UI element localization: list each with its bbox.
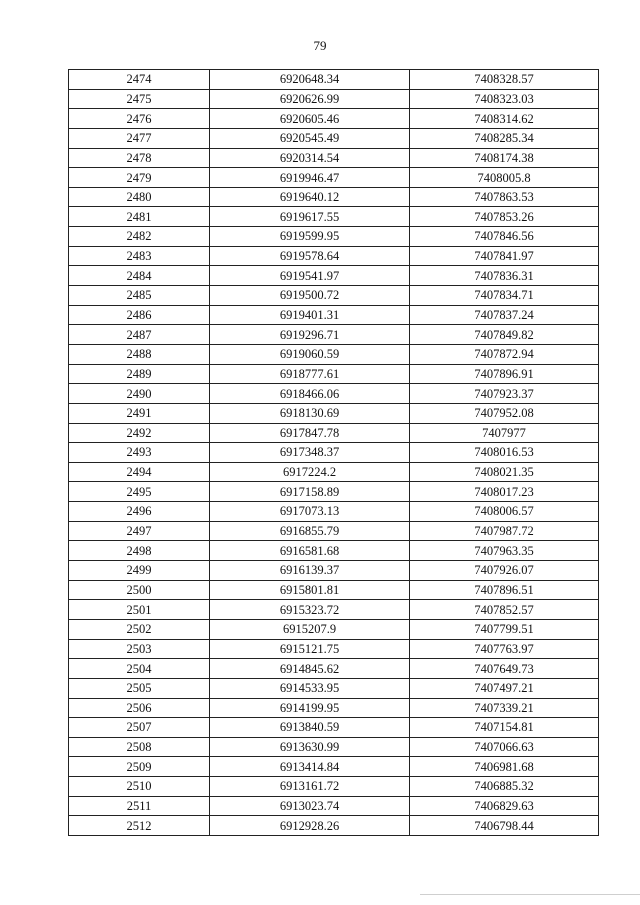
point-number-cell: 2505: [69, 678, 210, 698]
table-row: [69, 816, 599, 836]
y-coordinate-cell: 7408323.03: [410, 89, 599, 109]
y-coordinate-cell: 7408328.57: [410, 70, 599, 90]
y-coordinate-cell: 7408285.34: [410, 128, 599, 148]
table-row: [69, 639, 599, 659]
table-row: [69, 541, 599, 561]
x-coordinate-cell: 6919617.55: [210, 207, 410, 227]
point-number-cell: 2500: [69, 580, 210, 600]
y-coordinate-cell: 7408016.53: [410, 443, 599, 463]
x-coordinate-cell: 6914845.62: [210, 659, 410, 679]
x-coordinate-cell: 6919500.72: [210, 286, 410, 306]
coordinates-table: [68, 69, 599, 836]
y-coordinate-cell: 7407834.71: [410, 286, 599, 306]
x-coordinate-cell: 6920545.49: [210, 128, 410, 148]
point-number-cell: 2477: [69, 128, 210, 148]
x-coordinate-cell: 6919640.12: [210, 187, 410, 207]
x-coordinate-cell: 6916139.37: [210, 561, 410, 581]
point-number-cell: 2475: [69, 89, 210, 109]
table-row: [69, 580, 599, 600]
table-row: [69, 187, 599, 207]
point-number-cell: 2494: [69, 462, 210, 482]
y-coordinate-cell: 7407896.91: [410, 364, 599, 384]
table-row: [69, 344, 599, 364]
point-number-cell: 2509: [69, 757, 210, 777]
x-coordinate-cell: 6920314.54: [210, 148, 410, 168]
table-row: [69, 561, 599, 581]
table-row: [69, 718, 599, 738]
table-row: [69, 600, 599, 620]
x-coordinate-cell: 6915801.81: [210, 580, 410, 600]
x-coordinate-cell: 6917224.2: [210, 462, 410, 482]
table-row: [69, 521, 599, 541]
point-number-cell: 2487: [69, 325, 210, 345]
point-number-cell: 2485: [69, 286, 210, 306]
point-number-cell: 2497: [69, 521, 210, 541]
y-coordinate-cell: 7407896.51: [410, 580, 599, 600]
point-number-cell: 2488: [69, 344, 210, 364]
x-coordinate-cell: 6917847.78: [210, 423, 410, 443]
x-coordinate-cell: 6919578.64: [210, 246, 410, 266]
x-coordinate-cell: 6919401.31: [210, 305, 410, 325]
y-coordinate-cell: 7407497.21: [410, 678, 599, 698]
x-coordinate-cell: 6919599.95: [210, 227, 410, 247]
x-coordinate-cell: 6913414.84: [210, 757, 410, 777]
table-row: [69, 325, 599, 345]
x-coordinate-cell: 6919946.47: [210, 168, 410, 188]
y-coordinate-cell: 7407853.26: [410, 207, 599, 227]
y-coordinate-cell: 7408021.35: [410, 462, 599, 482]
y-coordinate-cell: 7407923.37: [410, 384, 599, 404]
y-coordinate-cell: 7407836.31: [410, 266, 599, 286]
y-coordinate-cell: 7408017.23: [410, 482, 599, 502]
y-coordinate-cell: 7408006.57: [410, 502, 599, 522]
x-coordinate-cell: 6918466.06: [210, 384, 410, 404]
point-number-cell: 2479: [69, 168, 210, 188]
table-row: [69, 423, 599, 443]
x-coordinate-cell: 6918130.69: [210, 403, 410, 423]
table-row: [69, 462, 599, 482]
y-coordinate-cell: 7407926.07: [410, 561, 599, 581]
table-row: [69, 659, 599, 679]
point-number-cell: 2502: [69, 619, 210, 639]
y-coordinate-cell: 7407846.56: [410, 227, 599, 247]
y-coordinate-cell: 7407977: [410, 423, 599, 443]
y-coordinate-cell: 7406829.63: [410, 796, 599, 816]
y-coordinate-cell: 7407849.82: [410, 325, 599, 345]
point-number-cell: 2507: [69, 718, 210, 738]
y-coordinate-cell: 7407841.97: [410, 246, 599, 266]
y-coordinate-cell: 7408314.62: [410, 109, 599, 129]
table-row: [69, 89, 599, 109]
x-coordinate-cell: 6920648.34: [210, 70, 410, 90]
coordinates-table-body: [69, 70, 599, 836]
y-coordinate-cell: 7407649.73: [410, 659, 599, 679]
point-number-cell: 2491: [69, 403, 210, 423]
point-number-cell: 2480: [69, 187, 210, 207]
table-row: [69, 698, 599, 718]
x-coordinate-cell: 6915207.9: [210, 619, 410, 639]
table-row: [69, 443, 599, 463]
x-coordinate-cell: 6912928.26: [210, 816, 410, 836]
y-coordinate-cell: 7407963.35: [410, 541, 599, 561]
point-number-cell: 2482: [69, 227, 210, 247]
point-number-cell: 2512: [69, 816, 210, 836]
point-number-cell: 2501: [69, 600, 210, 620]
x-coordinate-cell: 6919541.97: [210, 266, 410, 286]
table-row: [69, 482, 599, 502]
x-coordinate-cell: 6913630.99: [210, 737, 410, 757]
table-row: [69, 777, 599, 797]
point-number-cell: 2498: [69, 541, 210, 561]
x-coordinate-cell: 6913023.74: [210, 796, 410, 816]
table-row: [69, 796, 599, 816]
y-coordinate-cell: 7407852.57: [410, 600, 599, 620]
point-number-cell: 2495: [69, 482, 210, 502]
x-coordinate-cell: 6920605.46: [210, 109, 410, 129]
point-number-cell: 2508: [69, 737, 210, 757]
y-coordinate-cell: 7407066.63: [410, 737, 599, 757]
table-row: [69, 207, 599, 227]
x-coordinate-cell: 6914199.95: [210, 698, 410, 718]
point-number-cell: 2503: [69, 639, 210, 659]
point-number-cell: 2478: [69, 148, 210, 168]
y-coordinate-cell: 7407952.08: [410, 403, 599, 423]
table-row: [69, 502, 599, 522]
point-number-cell: 2484: [69, 266, 210, 286]
point-number-cell: 2481: [69, 207, 210, 227]
table-row: [69, 227, 599, 247]
y-coordinate-cell: 7406981.68: [410, 757, 599, 777]
y-coordinate-cell: 7407837.24: [410, 305, 599, 325]
point-number-cell: 2483: [69, 246, 210, 266]
point-number-cell: 2492: [69, 423, 210, 443]
y-coordinate-cell: 7408005.8: [410, 168, 599, 188]
y-coordinate-cell: 7407339.21: [410, 698, 599, 718]
y-coordinate-cell: 7406885.32: [410, 777, 599, 797]
table-row: [69, 109, 599, 129]
x-coordinate-cell: 6919296.71: [210, 325, 410, 345]
y-coordinate-cell: 7406798.44: [410, 816, 599, 836]
x-coordinate-cell: 6917073.13: [210, 502, 410, 522]
table-row: [69, 678, 599, 698]
point-number-cell: 2506: [69, 698, 210, 718]
y-coordinate-cell: 7408174.38: [410, 148, 599, 168]
x-coordinate-cell: 6920626.99: [210, 89, 410, 109]
table-row: [69, 168, 599, 188]
y-coordinate-cell: 7407154.81: [410, 718, 599, 738]
y-coordinate-cell: 7407763.97: [410, 639, 599, 659]
x-coordinate-cell: 6916581.68: [210, 541, 410, 561]
x-coordinate-cell: 6916855.79: [210, 521, 410, 541]
y-coordinate-cell: 7407799.51: [410, 619, 599, 639]
x-coordinate-cell: 6919060.59: [210, 344, 410, 364]
point-number-cell: 2493: [69, 443, 210, 463]
x-coordinate-cell: 6913161.72: [210, 777, 410, 797]
table-row: [69, 128, 599, 148]
table-row: [69, 384, 599, 404]
table-row: [69, 364, 599, 384]
point-number-cell: 2489: [69, 364, 210, 384]
bottom-rule: [420, 894, 640, 895]
table-row: [69, 305, 599, 325]
y-coordinate-cell: 7407863.53: [410, 187, 599, 207]
page-number: 79: [313, 38, 327, 53]
y-coordinate-cell: 7407987.72: [410, 521, 599, 541]
x-coordinate-cell: 6913840.59: [210, 718, 410, 738]
point-number-cell: 2490: [69, 384, 210, 404]
table-row: [69, 757, 599, 777]
x-coordinate-cell: 6914533.95: [210, 678, 410, 698]
x-coordinate-cell: 6915323.72: [210, 600, 410, 620]
point-number-cell: 2511: [69, 796, 210, 816]
table-row: [69, 266, 599, 286]
y-coordinate-cell: 7407872.94: [410, 344, 599, 364]
x-coordinate-cell: 6917348.37: [210, 443, 410, 463]
x-coordinate-cell: 6915121.75: [210, 639, 410, 659]
point-number-cell: 2486: [69, 305, 210, 325]
x-coordinate-cell: 6917158.89: [210, 482, 410, 502]
point-number-cell: 2476: [69, 109, 210, 129]
point-number-cell: 2496: [69, 502, 210, 522]
table-row: [69, 619, 599, 639]
x-coordinate-cell: 6918777.61: [210, 364, 410, 384]
table-row: [69, 403, 599, 423]
table-row: [69, 286, 599, 306]
table-row: [69, 148, 599, 168]
point-number-cell: 2504: [69, 659, 210, 679]
table-row: [69, 737, 599, 757]
point-number-cell: 2510: [69, 777, 210, 797]
table-row: [69, 246, 599, 266]
point-number-cell: 2474: [69, 70, 210, 90]
table-row: [69, 70, 599, 90]
point-number-cell: 2499: [69, 561, 210, 581]
